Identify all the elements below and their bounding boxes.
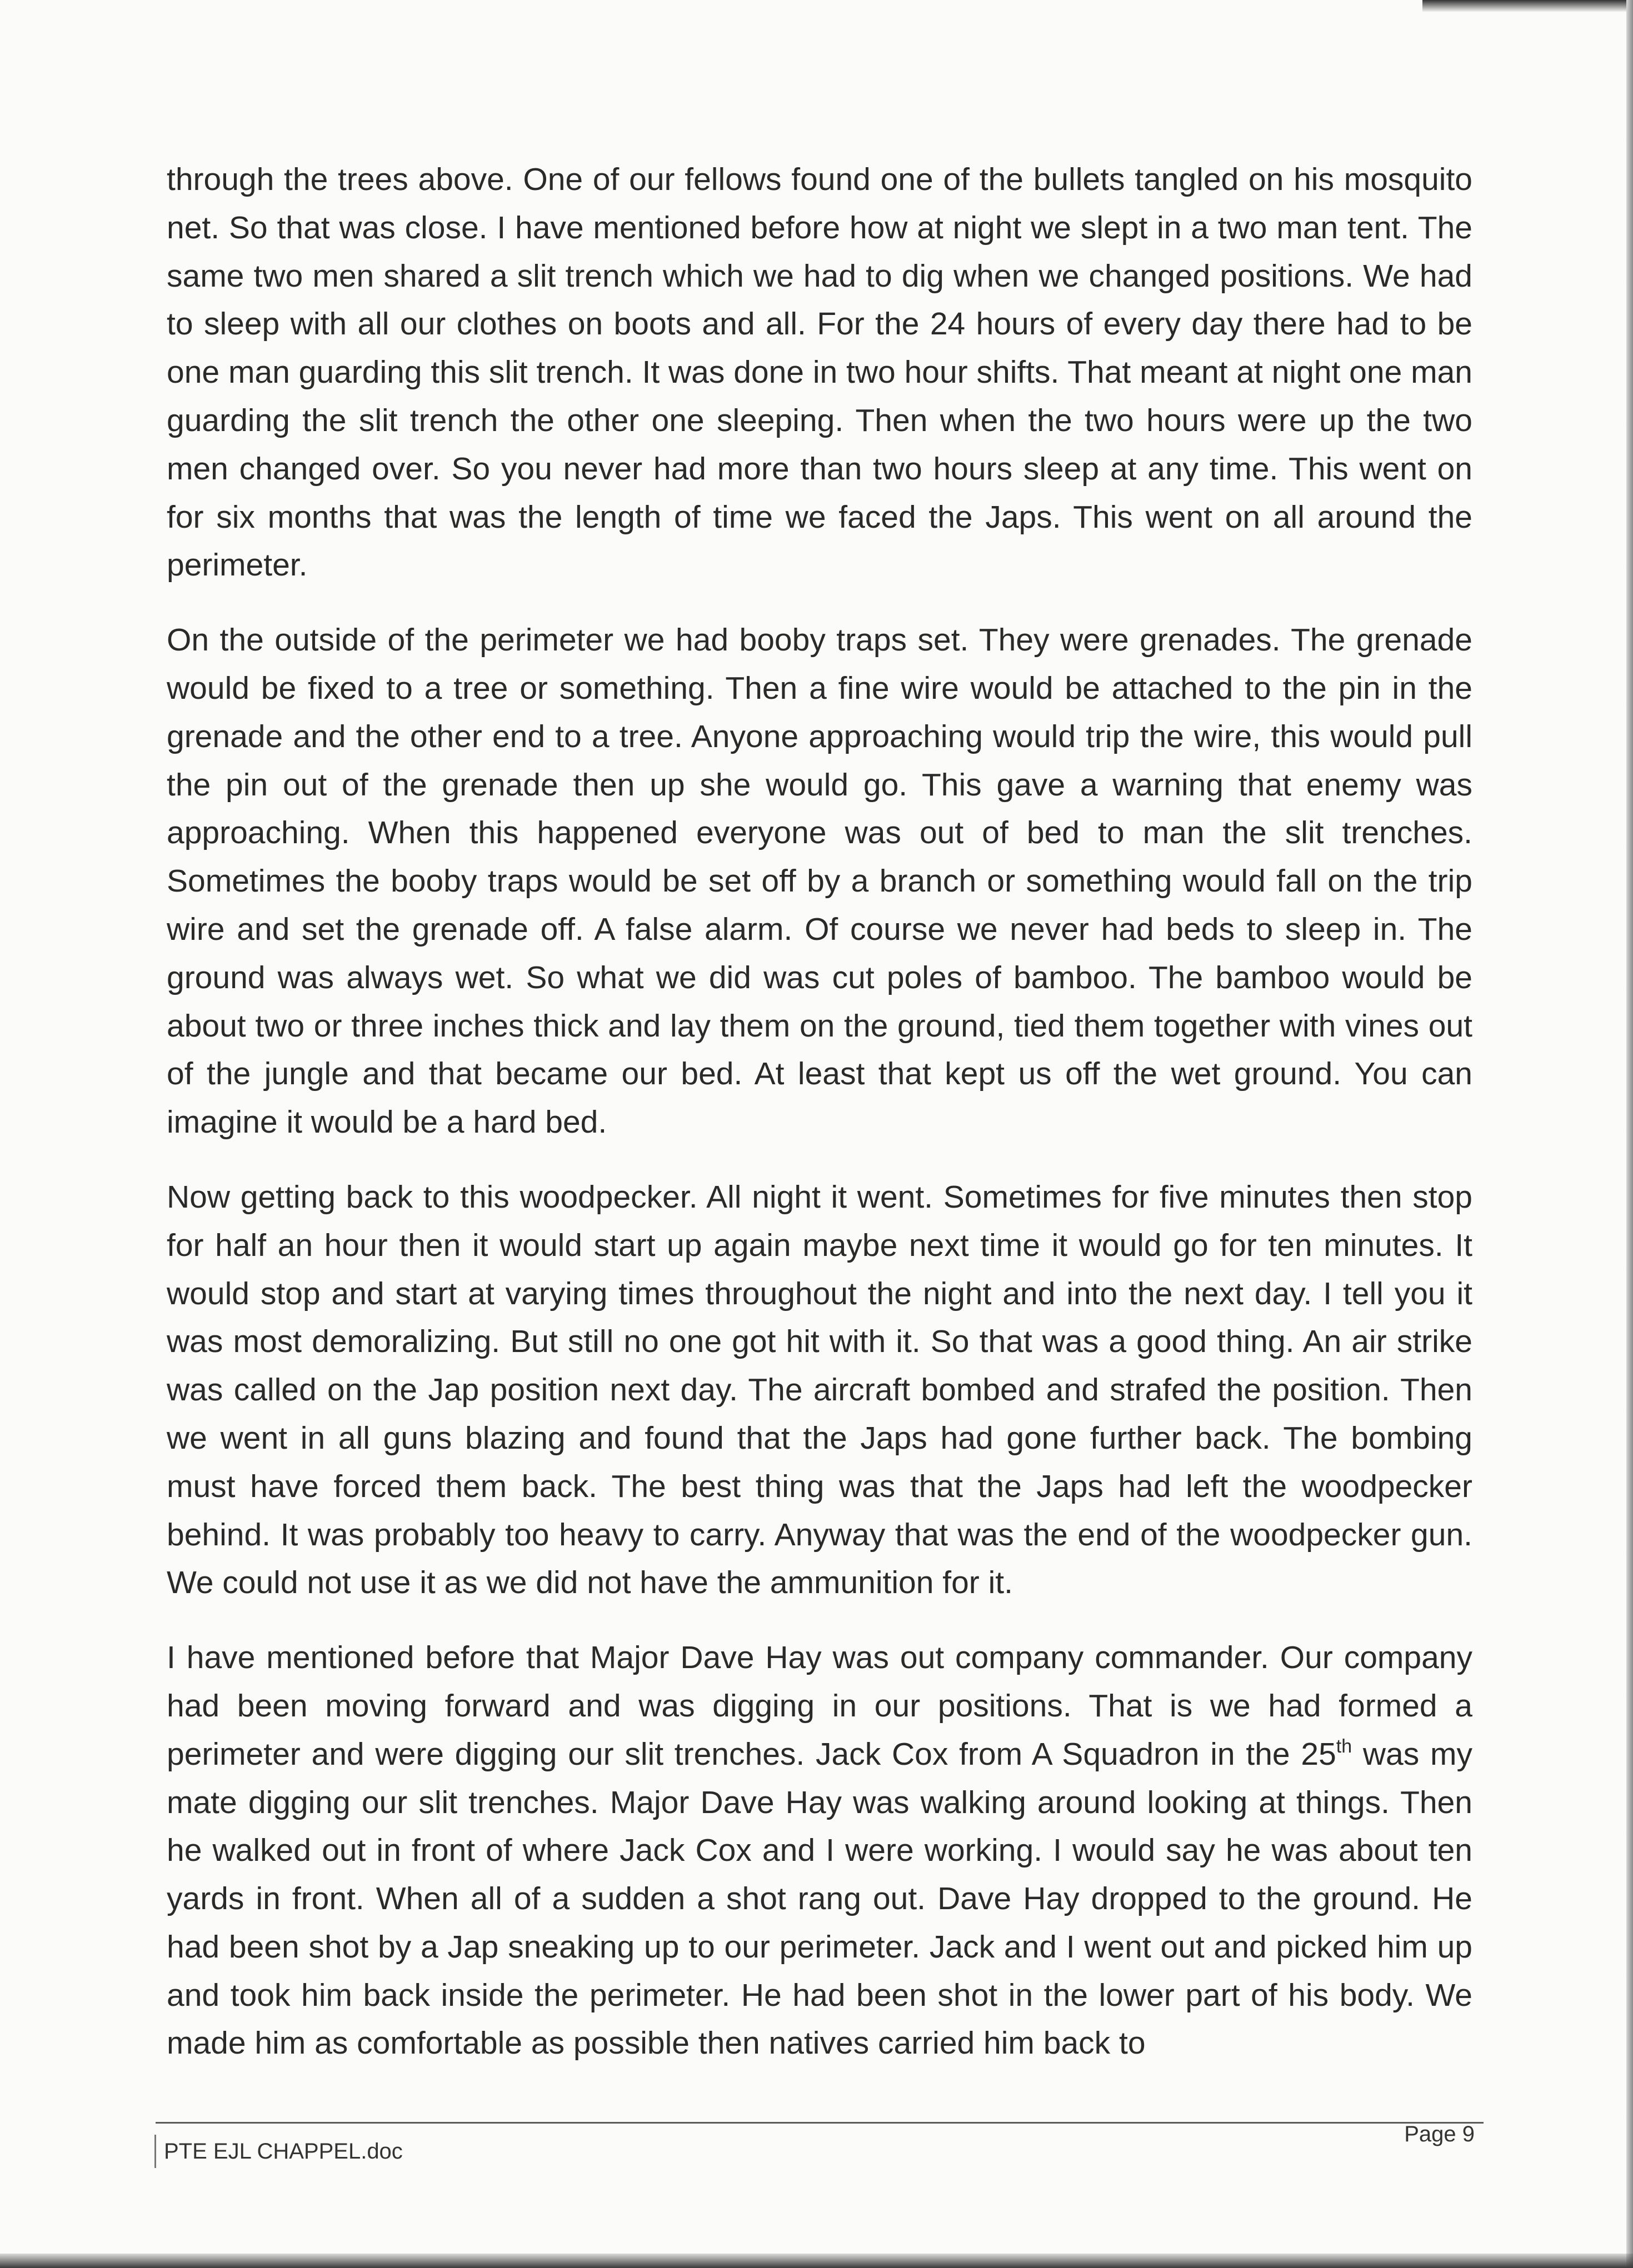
paragraph-2: On the outside of the perimeter we had booby traps set. They were grenades. The grenade would be fixed to a tree or something. Then a fine wire would be attached to the pin in the grenade and the other end to a tree. Anyone approaching would trip the wire, this would pull the pin out of the grenade then up she would go. This gave a warning that enemy was approaching. When this happened everyone was out of bed to man the slit trenches. Sometimes the booby traps would be set off by a branch or something would fall on the trip wire and set the grenade off. A false alarm. Of course we never had beds to sleep in. The ground was always wet. So what we did was cut poles of bamboo. The bamboo would be about two or three inches thick and lay them on the ground, tied them together with vines out of the jungle and that became our bed. At least that kept us off the wet ground. You can imagine it would be a hard bed.	[167, 622, 1472, 1140]
paragraph-4-part-2: was my mate digging our slit trenches. Major Dave Hay was walking around looking at things. Then he walked out in front of where Jack Cox and I were working. I would say he was about ten yards in front. When all of a sudden a shot rang out. Dave Hay dropped to the ground. He had been shot by a Jap sneaking up to our perimeter. Jack and I went out and picked him up and took him back inside the perimeter. He had been shot in the lower part of his body. We made him as comfortable as possible then natives carried him back to	[167, 1736, 1472, 2061]
scan-shadow-right	[1626, 0, 1633, 2268]
paragraph-4	[167, 1634, 1472, 2067]
paragraph-4-part-1: I have mentioned before that Major Dave Hay was out company commander. Our company had been moving forward and was digging in our positions. That is we had formed a perimeter and were digging our slit trenches. Jack Cox from A Squadron in the 25	[167, 1640, 1472, 1772]
footer-page-number: Page 9	[1404, 2122, 1475, 2146]
footer-filename: PTE EJL CHAPPEL.doc	[154, 2135, 403, 2168]
document-body	[167, 156, 1472, 2094]
scan-shadow-bottom	[0, 2254, 1633, 2268]
paragraph-3: Now getting back to this woodpecker. All night it went. Sometimes for five minutes then stop for half an hour then it would start up again maybe next time it would go for ten minutes. It would stop and start at varying times throughout the night and into the next day. I tell you it was most demoralizing. But still no one got hit with it. So that was a good thing. An air strike was called on the Jap position next day. The aircraft bombed and strafed the position. Then we went in all guns blazing and found that the Japs had gone further back. The bombing must have forced them back. The best thing was that the Japs had left the woodpecker behind. It was probably too heavy to carry. Anyway that was the end of the woodpecker gun. We could not use it as we did not have the ammunition for it.	[167, 1179, 1472, 1601]
paragraph-1: through the trees above. One of our fellows found one of the bullets tangled on his mosquito net. So that was close. I have mentioned before how at night we slept in a two man tent. The same two men shared a slit trench which we had to dig when we changed positions. We had to sleep with all our clothes on boots and all. For the 24 hours of every day there had to be one man guarding this slit trench. It was done in two hour shifts. That meant at night one man guarding the slit trench the other one sleeping. Then when the two hours were up the two men changed over. So you never had more than two hours sleep at any time. This went on for six months that was the length of time we faced the Japs. This went on all around the perimeter.	[167, 162, 1472, 583]
scan-shadow-top	[1422, 0, 1633, 12]
ordinal-superscript: th	[1336, 1735, 1352, 1757]
footer-divider	[156, 2122, 1484, 2124]
